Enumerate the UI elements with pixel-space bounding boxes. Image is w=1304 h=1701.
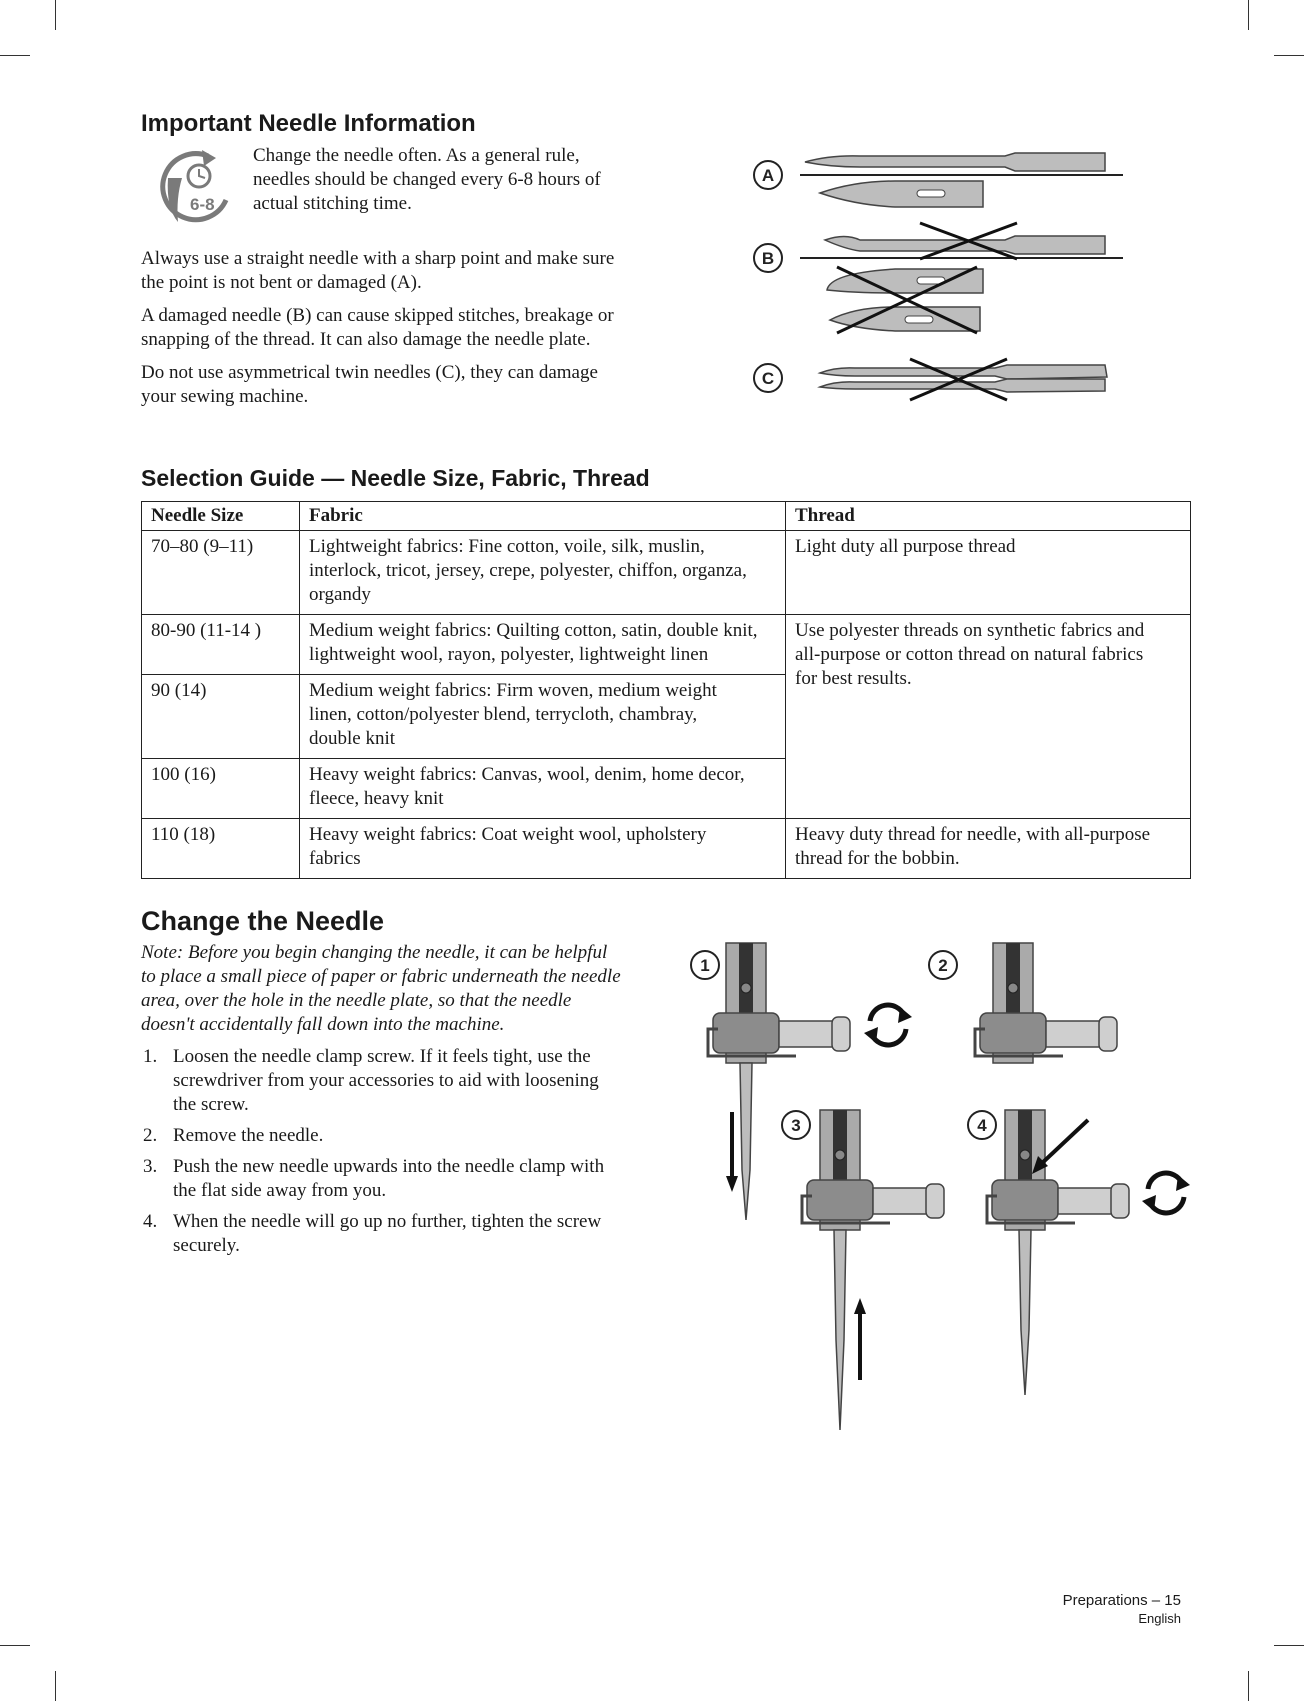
needle-selection-table (141, 501, 1191, 879)
figure-label-3 (782, 1111, 810, 1139)
svg-text:3: 3 (791, 1116, 801, 1135)
needle-condition-figure (745, 145, 1125, 410)
crop-mark (0, 1645, 30, 1646)
crop-mark (1248, 1671, 1249, 1701)
change-needle-note: Note: Before you begin changing the needle, it can be helpful to place a small piece of paper or fabric underneath the needle area, over the hole in the needle plate, so that the needle doesn't accidentally fall down into the machine. (141, 942, 621, 1035)
crop-mark (55, 1671, 56, 1701)
needle-intro-text: Change the needle often. As a general rule, needles should be changed every 6-8 hours of actual stitching time. (253, 145, 601, 214)
svg-text:1: 1 (700, 956, 710, 975)
list-item: 3. Push the new needle upwards into the needle clamp with the flat side away from you. (143, 1156, 605, 1201)
list-item: 2. Remove the needle. (143, 1125, 324, 1146)
change-needle-steps (141, 1045, 661, 1265)
needle-size-cell: 110 (18) (142, 819, 300, 879)
table-row (142, 531, 1191, 615)
fabric-cell: Medium weight fabrics: Quilting cotton, satin, double knit, lightweight wool, rayon, polyester, lightweight linen (300, 615, 786, 675)
figure-label-b (754, 244, 782, 272)
thread-cell: Use polyester threads on synthetic fabrics and all-purpose or cotton thread on natural fabrics for best results. (786, 615, 1191, 819)
needle-size-cell: 100 (16) (142, 759, 300, 819)
damaged-needle-text: A damaged needle (B) can cause skipped stitches, breakage or snapping of the thread. It can also damage the needle plate. (141, 305, 614, 350)
section-title-change-needle: Change the Needle (141, 906, 385, 936)
svg-text:C: C (761, 369, 775, 388)
figure-label-2 (929, 951, 957, 979)
svg-text:4: 4 (977, 1116, 987, 1135)
step-2-illustration (975, 943, 1117, 1063)
table-header-row (142, 502, 1191, 531)
crop-mark (0, 55, 30, 56)
header-needle-size: Needle Size (142, 502, 300, 531)
thread-cell: Light duty all purpose thread (786, 531, 1191, 615)
table-row (142, 615, 1191, 675)
step-3-illustration (802, 1110, 944, 1430)
step-1-illustration (708, 943, 912, 1220)
crop-mark (1274, 1645, 1304, 1646)
needle-size-cell: 80-90 (11-14 ) (142, 615, 300, 675)
svg-text:B: B (761, 249, 775, 268)
needle-size-cell: 70–80 (9–11) (142, 531, 300, 615)
figure-label-1 (691, 951, 719, 979)
list-item: 4. When the needle will go up no further, tighten the screw securely. (143, 1211, 602, 1256)
footer-section: Preparations – 15 (1062, 1592, 1181, 1609)
figure-label-4 (968, 1111, 996, 1139)
needle-size-cell: 90 (14) (142, 675, 300, 759)
straight-needle-text: Always use a straight needle with a sharp point and make sure the point is not bent or damaged (A). (141, 248, 615, 293)
needle-change-figure (680, 940, 1200, 1430)
thread-cell: Heavy duty thread for needle, with all-purpose thread for the bobbin. (786, 819, 1191, 879)
crop-mark (1274, 55, 1304, 56)
figure-label-c (754, 364, 782, 392)
figure-label-a (754, 161, 782, 189)
fabric-cell: Lightweight fabrics: Fine cotton, voile, silk, muslin, interlock, tricot, jersey, crepe, polyester, chiffon, organza, organdy (300, 531, 786, 615)
header-fabric: Fabric (300, 502, 786, 531)
svg-text:2: 2 (938, 956, 948, 975)
header-thread: Thread (786, 502, 1191, 531)
twin-needle-text: Do not use asymmetrical twin needles (C), they can damage your sewing machine. (141, 362, 598, 407)
svg-text:A: A (761, 166, 775, 185)
svg-text:6-8: 6-8 (190, 195, 215, 214)
section-title-selection-guide: Selection Guide — Needle Size, Fabric, Thread (141, 465, 650, 491)
fabric-cell: Heavy weight fabrics: Canvas, wool, denim, home decor, fleece, heavy knit (300, 759, 786, 819)
table-row (142, 819, 1191, 879)
step-4-illustration (987, 1110, 1190, 1395)
page-footer (1063, 1591, 1181, 1627)
section-title-needle-info: Important Needle Information (141, 110, 476, 137)
needle-timer-icon (156, 148, 236, 228)
fabric-cell: Heavy weight fabrics: Coat weight wool, upholstery fabrics (300, 819, 786, 879)
fabric-cell: Medium weight fabrics: Firm woven, medium weight linen, cotton/polyester blend, terrycloth, chambray, double knit (300, 675, 786, 759)
footer-language: English (1138, 1611, 1181, 1626)
crop-mark (55, 0, 56, 30)
list-item: 1. Loosen the needle clamp screw. If it feels tight, use the screwdriver from your accessories to aid with loosening the screw. (143, 1046, 599, 1115)
crop-mark (1248, 0, 1249, 30)
